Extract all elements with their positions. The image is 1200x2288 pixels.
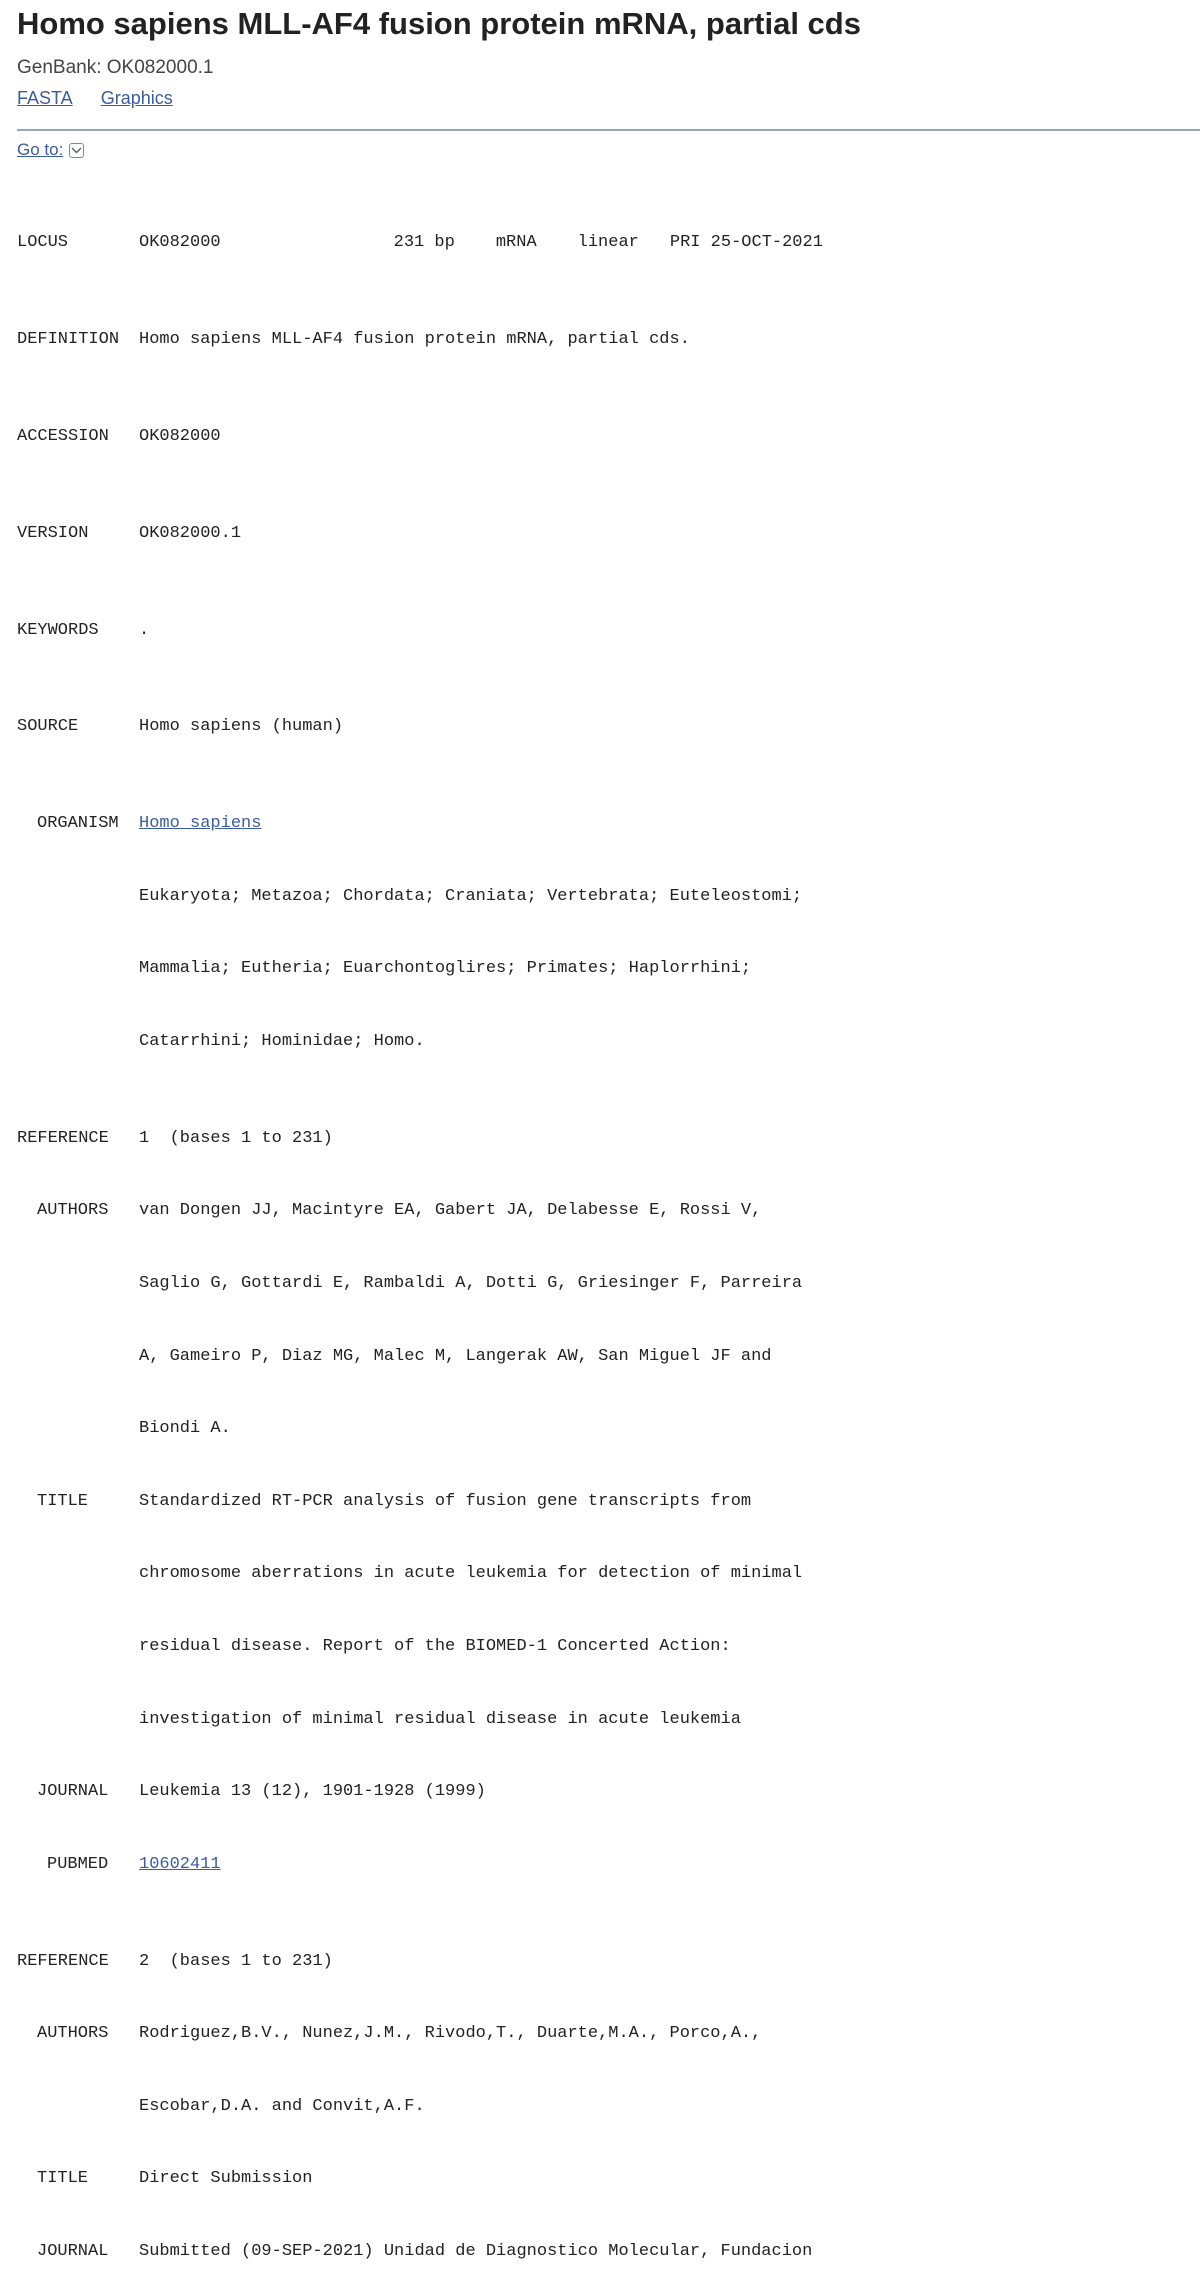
definition-key: DEFINITION	[17, 330, 120, 350]
source-key: SOURCE	[17, 717, 79, 737]
organism-line	[17, 812, 823, 836]
definition-value: Homo sapiens MLL-AF4 fusion protein mRNA, partial cds.	[139, 330, 690, 350]
authors-text: Saglio G, Gottardi E, Rambaldi A, Dotti G, Griesinger F, Parreira	[139, 1273, 803, 1293]
authors-key: AUTHORS	[37, 2024, 109, 2044]
genbank-record	[17, 183, 823, 2288]
page-title: Homo sapiens MLL-AF4 fusion protein mRNA, partial cds	[17, 6, 861, 41]
authors-line	[17, 1272, 823, 1296]
title-line	[17, 1708, 823, 1732]
journal-key: JOURNAL	[37, 2241, 109, 2261]
authors-line	[17, 1417, 823, 1441]
accession-subtitle: GenBank: OK082000.1	[17, 57, 214, 78]
view-links	[17, 88, 196, 109]
lineage-text: Catarrhini; Hominidae; Homo.	[139, 1031, 425, 1051]
journal-text: Leukemia 13 (12), 1901-1928 (1999)	[139, 1782, 486, 1802]
authors-text: A, Gameiro P, Diaz MG, Malec M, Langerak AW, San Miguel JF and	[139, 1346, 772, 1366]
graphics-link[interactable]: Graphics	[100, 88, 173, 108]
authors-line	[17, 1199, 823, 1223]
title-text: chromosome aberrations in acute leukemia for detection of minimal	[139, 1564, 803, 1584]
goto-menu[interactable]	[17, 140, 84, 160]
lineage-line	[17, 885, 823, 909]
title-line	[17, 2167, 823, 2191]
version-key: VERSION	[17, 523, 89, 543]
source-line	[17, 715, 823, 739]
organism-key: ORGANISM	[37, 814, 119, 834]
definition-line	[17, 328, 823, 352]
pubmed-link[interactable]: 10602411	[139, 1854, 221, 1874]
title-text: Direct Submission	[139, 2169, 313, 2189]
keywords-line	[17, 619, 823, 643]
fasta-link[interactable]: FASTA	[17, 88, 73, 108]
lineage-line	[17, 1030, 823, 1054]
locus-moltype: mRNA	[495, 233, 537, 253]
source-value: Homo sapiens (human)	[139, 717, 344, 737]
divider	[17, 129, 1200, 131]
title-key: TITLE	[37, 2169, 89, 2189]
authors-line	[17, 2095, 823, 2119]
title-line	[17, 1562, 823, 1586]
journal-line	[17, 2240, 823, 2264]
lineage-line	[17, 957, 823, 981]
authors-text: Escobar,D.A. and Convit,A.F.	[139, 2096, 425, 2116]
title-text: residual disease. Report of the BIOMED-1 Concerted Action:	[139, 1636, 731, 1656]
reference-2-line	[17, 1950, 823, 1974]
authors-line	[17, 2022, 823, 2046]
chevron-down-icon[interactable]	[69, 143, 84, 158]
authors-key: AUTHORS	[37, 1201, 109, 1221]
accession-key: ACCESSION	[17, 427, 109, 446]
locus-topology: linear	[577, 233, 639, 253]
lineage-text: Mammalia; Eutheria; Euarchontoglires; Primates; Haplorrhini;	[139, 959, 752, 979]
accession-line	[17, 425, 823, 449]
pubmed-key: PUBMED	[47, 1854, 109, 1874]
locus-length: 231 bp	[393, 233, 455, 253]
authors-line	[17, 1345, 823, 1369]
keywords-key: KEYWORDS	[17, 620, 99, 640]
reference-1-value: 1 (bases 1 to 231)	[139, 1128, 333, 1148]
locus-division-date: PRI 25-OCT-2021	[669, 233, 823, 253]
journal-text: Submitted (09-SEP-2021) Unidad de Diagnostico Molecular, Fundacion	[139, 2241, 813, 2261]
reference-key: REFERENCE	[17, 1951, 109, 1971]
reference-1-line	[17, 1127, 823, 1151]
pubmed-line	[17, 1853, 823, 1877]
journal-line	[17, 1780, 823, 1804]
keywords-value: .	[139, 620, 150, 640]
journal-key: JOURNAL	[37, 1782, 109, 1802]
accession-value: OK082000	[139, 427, 221, 446]
title-text: Standardized RT-PCR analysis of fusion gene transcripts from	[139, 1491, 752, 1511]
lineage-text: Eukaryota; Metazoa; Chordata; Craniata; Vertebrata; Euteleostomi;	[139, 886, 803, 906]
goto-link[interactable]: Go to:	[17, 140, 64, 159]
authors-text: Rodriguez,B.V., Nunez,J.M., Rivodo,T., Duarte,M.A., Porco,A.,	[139, 2024, 762, 2044]
title-line	[17, 1490, 823, 1514]
reference-key: REFERENCE	[17, 1128, 109, 1148]
version-line	[17, 522, 823, 546]
version-value: OK082000.1	[139, 523, 242, 543]
authors-text: Biondi A.	[139, 1419, 231, 1439]
title-line	[17, 1635, 823, 1659]
authors-text: van Dongen JJ, Macintyre EA, Gabert JA, Delabesse E, Rossi V,	[139, 1201, 762, 1221]
reference-2-value: 2 (bases 1 to 231)	[139, 1951, 333, 1971]
organism-link[interactable]: Homo sapiens	[139, 814, 262, 834]
locus-key: LOCUS	[17, 233, 69, 253]
locus-name: OK082000	[139, 233, 221, 253]
title-text: investigation of minimal residual disease in acute leukemia	[139, 1709, 741, 1729]
title-key: TITLE	[37, 1491, 89, 1511]
locus-line	[17, 231, 823, 255]
